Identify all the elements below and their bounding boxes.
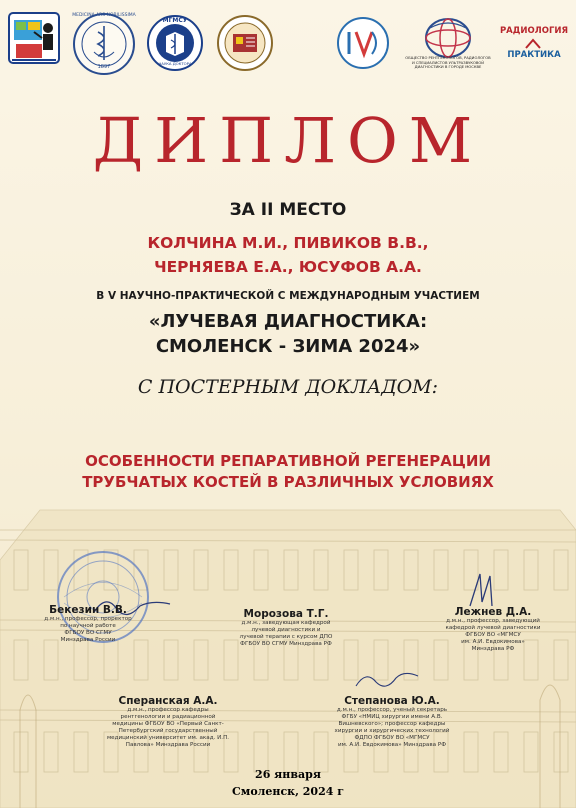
- signatory-desc-line: хирургии и хирургических технологий: [334, 728, 450, 734]
- signatory-desc-line: лучевой терапии с курсом ДПО: [239, 634, 333, 640]
- signatory-desc-line: д.м.н., заведующая кафедрой: [241, 620, 331, 626]
- poster-label: С ПОСТЕРНЫМ ДОКЛАДОМ:: [137, 376, 439, 398]
- logo-mgmsu-label: МГМСУ: [162, 17, 188, 24]
- page-title: ДИПЛОМ: [92, 104, 484, 177]
- signatory-desc-line: им. А.И. Евдокимова» Минздрава РФ: [337, 742, 447, 748]
- radiology-logo-mark-icon: [524, 38, 542, 50]
- signatory-name: Морозова Т.Г.: [243, 608, 329, 620]
- signatory-3: [418, 606, 568, 653]
- issue-date: 26 января: [255, 768, 321, 781]
- signatory-desc-line: рентгенологии и радиационной: [120, 714, 216, 720]
- signatory-2: [216, 608, 356, 648]
- conference-intro: В V НАУЧНО-ПРАКТИЧЕСКОЙ С МЕЖДУНАРОДНЫМ УЧАСТИЕМ: [96, 290, 480, 302]
- signatory-desc-line: медицины ФГБОУ ВО «Первый Санкт-: [112, 721, 224, 727]
- authors-line-1: КОЛЧИНА М.И., ПИВИКОВ В.В.,: [147, 234, 429, 252]
- logo-nobilissima-year: 1897: [97, 64, 111, 70]
- logo-smolensk-university: [216, 14, 274, 72]
- logo-mgmsu-sub: НАУКА ДОКТОРА: [158, 61, 192, 66]
- award-place: ЗА II МЕСТО: [229, 200, 347, 220]
- signatory-name: Сперанская А.А.: [118, 695, 218, 707]
- topic-line-2: ТРУБЧАТЫХ КОСТЕЙ В РАЗЛИЧНЫХ УСЛОВИЯХ: [82, 473, 494, 491]
- signatory-desc-line: ФДПО ФГБОУ ВО «МГМСУ: [354, 735, 430, 741]
- logo-moscow-radiology-society: [405, 16, 491, 70]
- signatory-desc-line: ФГБОУ ВО «МГМСУ: [465, 632, 521, 638]
- logo-teacher: [8, 12, 60, 64]
- issue-city-year: Смоленск, 2024 г: [232, 785, 344, 798]
- signatory-1: [18, 604, 158, 644]
- logo-society-text: ОБЩЕСТВО РЕНТГЕНОЛОГОВ, РАДИОЛОГОВ И СПЕЦИАЛИСТОВ УЛЬТРАЗВУКОВОЙ ДИАГНОСТИКИ В ГОРОДЕ МОСКВЕ: [405, 56, 491, 70]
- signatory-name: Бекезин В.В.: [49, 604, 127, 616]
- signatory-desc-line: ФГБУ «НМИЦ хирургии имени А.В.: [341, 714, 443, 720]
- signatory-desc-line: д.м.н., профессор, ученый секретарь: [336, 707, 448, 713]
- authors-line-2: ЧЕРНЯЕВА Е.А., ЮСУФОВ А.А.: [154, 258, 422, 276]
- logo-medicina-ars-nobilissima: [72, 12, 136, 76]
- signatory-desc-line: д.м.н., профессор, заведующий: [446, 618, 540, 624]
- signatory-desc-line: Петербургский государственный: [118, 728, 218, 734]
- signatory-desc-line: Вишневского»; профессор кафедры: [338, 721, 446, 727]
- conference-name-line-2: СМОЛЕНСК - ЗИМА 2024»: [155, 336, 421, 357]
- signatory-desc-line: д.м.н., профессор кафедры: [127, 707, 209, 713]
- signatory-desc-line: Павлова» Минздрава России: [125, 742, 211, 748]
- logo-radiology-line1: РАДИОЛОГИЯ: [499, 26, 569, 36]
- topic-line-1: ОСОБЕННОСТИ РЕПАРАТИВНОЙ РЕГЕНЕРАЦИИ: [85, 452, 491, 470]
- logo-iv: [334, 16, 392, 70]
- logo-mgmsu: [146, 14, 204, 72]
- signatory-desc-line: Минздрава России: [60, 637, 116, 643]
- logo-radiology-line2: ПРАКТИКА: [507, 50, 561, 60]
- conference-name-line-1: «ЛУЧЕВАЯ ДИАГНОСТИКА:: [148, 311, 428, 332]
- signature-stepanova: [352, 666, 422, 694]
- signatory-desc-line: ФГБОУ ВО СГМУ Минздрава РФ: [240, 641, 332, 647]
- logo-nobilissima-motto: MEDICINA ARS NOBILISSIMA: [72, 13, 136, 18]
- signatory-desc-line: кафедрой лучевой диагностики: [445, 625, 541, 631]
- signatory-name: Степанова Ю.А.: [344, 695, 440, 707]
- signatory-desc-line: Минздрава РФ: [471, 646, 515, 652]
- signatory-4: [78, 695, 258, 749]
- signatory-name: Лежнев Д.А.: [454, 606, 532, 618]
- signatory-desc-line: им. А.И. Евдокимова»: [461, 639, 525, 645]
- signatory-desc-line: медицинский университет им. акад. И.П.: [106, 735, 230, 741]
- signatory-desc-line: по научной работе: [60, 623, 116, 629]
- signatory-5: [302, 695, 482, 749]
- signatory-desc-line: лучевой диагностики и: [251, 627, 321, 633]
- signatory-desc-line: ФГБОУ ВО СГМУ: [64, 630, 112, 636]
- signatory-desc-line: д.м.н., профессор, проректор: [44, 616, 132, 622]
